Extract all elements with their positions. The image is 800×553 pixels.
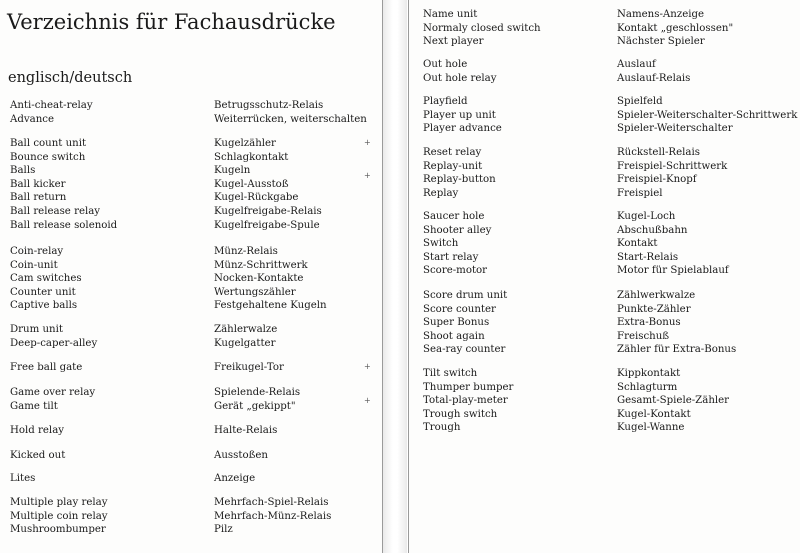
german-term: Kugel-Wanne	[617, 422, 685, 434]
german-term: Zähler für Extra-Bonus	[617, 344, 737, 356]
glossary-group	[10, 496, 331, 537]
english-term: Kicked out	[10, 450, 66, 461]
german-term: Ausstoßen	[214, 450, 268, 461]
glossary-group	[10, 323, 277, 350]
glossary-entry	[423, 224, 729, 238]
german-term: Freispiel-Schrittwerk	[617, 160, 728, 172]
english-term: Normaly closed switch	[423, 22, 541, 34]
glossary-group	[10, 245, 327, 313]
glossary-entry	[423, 289, 736, 303]
german-term: Namens-Anzeige	[617, 9, 705, 20]
english-term: Sea-ray counter	[423, 344, 506, 356]
german-term: Freispiel-Knopf	[617, 174, 697, 186]
english-term: Ball count unit	[10, 138, 87, 149]
glossary-entry	[423, 237, 729, 251]
glossary-group	[423, 367, 729, 435]
glossary-group	[10, 361, 284, 375]
german-term: Zählerwalze	[214, 324, 278, 335]
glossary-entry	[423, 22, 733, 36]
german-term: Weiterrücken, weiterschalten	[214, 113, 367, 125]
glossary-entry	[423, 303, 736, 317]
english-term: Trough	[423, 422, 461, 434]
english-term: Ball release solenoid	[10, 219, 118, 231]
glossary-group	[423, 95, 797, 136]
glossary-entry	[10, 259, 327, 273]
english-term: Anti-cheat-relay	[10, 100, 93, 111]
glossary-entry	[423, 146, 727, 160]
glossary-entry	[10, 205, 322, 219]
german-term: Punkte-Zähler	[617, 303, 691, 315]
english-term: Tilt switch	[423, 368, 478, 379]
english-term: Playfield	[423, 96, 468, 107]
english-term: Coin-relay	[10, 246, 64, 257]
german-term: Spieler-Weiterschalter	[617, 123, 733, 135]
german-term: Motor für Spielablauf	[617, 265, 729, 277]
glossary-entry	[10, 424, 277, 438]
glossary-entry	[423, 95, 797, 109]
glossary-entry	[10, 361, 284, 375]
german-term: Extra-Bonus	[617, 317, 681, 329]
english-term: Mushroombumper	[10, 524, 106, 536]
glossary-entry	[423, 394, 729, 408]
glossary-entry	[10, 337, 277, 351]
german-term: Kugelgatter	[214, 337, 276, 349]
german-term: Nächster Spieler	[617, 36, 705, 48]
glossary-entry	[10, 113, 367, 127]
glossary-entry	[10, 151, 322, 165]
glossary-group	[423, 8, 733, 49]
glossary-entry	[423, 316, 736, 330]
english-term: Switch	[423, 238, 459, 250]
glossary-group	[10, 386, 300, 413]
margin-mark: +	[364, 138, 371, 147]
glossary-entry	[423, 8, 733, 22]
german-term: Start-Relais	[617, 251, 679, 263]
glossary-entry	[423, 109, 797, 123]
glossary-entry	[423, 330, 736, 344]
english-term: Game tilt	[10, 400, 58, 412]
book-gutter	[383, 0, 407, 553]
glossary-entry	[10, 472, 255, 486]
german-term: Pilz	[214, 524, 233, 536]
glossary-entry	[10, 323, 277, 337]
glossary-entry	[423, 160, 727, 174]
glossary-entry	[10, 449, 268, 463]
english-term: Score-motor	[423, 265, 488, 277]
english-term: Cam switches	[10, 273, 82, 285]
german-term: Kugelfreigabe-Spule	[214, 219, 320, 231]
english-term: Coin-unit	[10, 259, 58, 271]
german-term: Kontakt	[617, 238, 658, 250]
english-term: Out hole relay	[423, 72, 497, 84]
english-term: Captive balls	[10, 300, 78, 312]
german-term: Kugel-Ausstoß	[214, 178, 289, 190]
german-term: Kontakt „geschlossen"	[617, 22, 734, 34]
page-title: Verzeichnis für Fachausdrücke	[7, 10, 336, 34]
english-term: Saucer hole	[423, 211, 485, 222]
glossary-entry	[10, 191, 322, 205]
english-term: Lites	[10, 473, 36, 484]
german-term: Betrugsschutz-Relais	[214, 100, 324, 111]
german-term: Kugelfreigabe-Relais	[214, 205, 322, 217]
glossary-entry	[10, 523, 331, 537]
english-term: Replay	[423, 187, 459, 199]
english-term: Shooter alley	[423, 224, 492, 236]
margin-mark: +	[364, 171, 371, 180]
page-subtitle: englisch/deutsch	[8, 70, 133, 86]
glossary-entry	[10, 245, 327, 259]
english-term: Hold relay	[10, 425, 65, 436]
english-term: Ball release relay	[10, 205, 101, 217]
german-term: Spielende-Relais	[214, 387, 301, 398]
german-term: Gesamt-Spiele-Zähler	[617, 395, 730, 407]
english-term: Game over relay	[10, 387, 96, 398]
glossary-group	[423, 210, 729, 278]
left-page	[0, 0, 383, 553]
glossary-group	[10, 472, 255, 486]
glossary-entry	[10, 299, 327, 313]
german-term: Anzeige	[214, 473, 256, 484]
english-term: Multiple play relay	[10, 497, 108, 508]
glossary-entry	[10, 219, 322, 233]
glossary-entry	[423, 251, 729, 265]
glossary-entry	[423, 381, 729, 395]
german-term: Schlagturm	[617, 381, 678, 393]
glossary-entry	[10, 137, 322, 151]
english-term: Free ball gate	[10, 362, 83, 373]
german-term: Kugel-Loch	[617, 211, 676, 222]
glossary-entry	[423, 210, 729, 224]
english-term: Score drum unit	[423, 290, 508, 301]
english-term: Multiple coin relay	[10, 510, 108, 522]
glossary-group	[10, 99, 367, 126]
english-term: Ball kicker	[10, 178, 66, 190]
english-term: Super Bonus	[423, 317, 490, 329]
german-term: Freikugel-Tor	[214, 362, 284, 373]
glossary-entry	[423, 122, 797, 136]
english-term: Score counter	[423, 303, 496, 315]
german-term: Schlagkontakt	[214, 151, 289, 163]
english-term: Ball return	[10, 192, 67, 204]
glossary-entry	[10, 178, 322, 192]
english-term: Counter unit	[10, 286, 76, 298]
german-term: Spielfeld	[617, 96, 663, 107]
margin-mark: +	[364, 396, 371, 405]
margin-mark: +	[364, 362, 371, 371]
german-term: Festgehaltene Kugeln	[214, 300, 327, 312]
german-term: Freischuß	[617, 330, 670, 342]
glossary-entry	[10, 386, 300, 400]
glossary-entry	[10, 510, 331, 524]
german-term: Mehrfach-Spiel-Relais	[214, 497, 329, 508]
german-term: Abschußbahn	[617, 224, 688, 236]
german-term: Zählwerkwalze	[617, 290, 696, 301]
glossary-group	[423, 58, 690, 85]
german-term: Kugel-Kontakt	[617, 408, 691, 420]
glossary-entry	[10, 400, 300, 414]
glossary-group	[10, 449, 268, 463]
english-term: Shoot again	[423, 330, 485, 342]
english-term: Advance	[10, 113, 55, 125]
glossary-group	[423, 146, 727, 200]
english-term: Start relay	[423, 251, 479, 263]
glossary-entry	[423, 173, 727, 187]
glossary-entry	[10, 99, 367, 113]
glossary-entry	[423, 408, 729, 422]
glossary-entry	[10, 272, 327, 286]
english-term: Replay-unit	[423, 160, 483, 172]
german-term: Kugelzähler	[214, 138, 276, 149]
german-term: Münz-Relais	[214, 246, 278, 257]
german-term: Spieler-Weiterschalter-Schrittwerk	[617, 109, 798, 121]
english-term: Reset relay	[423, 147, 482, 158]
glossary-entry	[423, 421, 729, 435]
glossary-entry	[10, 164, 322, 178]
glossary-entry	[423, 58, 690, 72]
english-term: Name unit	[423, 9, 478, 20]
german-term: Kugel-Rückgabe	[214, 192, 299, 204]
german-term: Kippkontakt	[617, 368, 681, 379]
glossary-entry	[423, 343, 736, 357]
glossary-group	[10, 137, 322, 232]
english-term: Player up unit	[423, 109, 496, 121]
german-term: Wertungszähler	[214, 286, 296, 298]
glossary-entry	[10, 286, 327, 300]
glossary-entry	[423, 72, 690, 86]
glossary-entry	[423, 264, 729, 278]
english-term: Balls	[10, 165, 36, 177]
glossary-entry	[423, 187, 727, 201]
german-term: Gerät „gekippt"	[214, 400, 296, 412]
german-term: Rückstell-Relais	[617, 147, 700, 158]
english-term: Trough switch	[423, 408, 498, 420]
german-term: Münz-Schrittwerk	[214, 259, 308, 271]
german-term: Auslauf	[617, 59, 656, 70]
glossary-entry	[423, 35, 733, 49]
english-term: Bounce switch	[10, 151, 86, 163]
glossary-group	[10, 424, 277, 438]
english-term: Next player	[423, 36, 484, 48]
english-term: Thumper bumper	[423, 381, 514, 393]
german-term: Halte-Relais	[214, 425, 278, 436]
english-term: Replay-button	[423, 174, 496, 186]
english-term: Deep-caper-alley	[10, 337, 98, 349]
glossary-group	[423, 289, 736, 357]
right-page	[408, 0, 800, 553]
german-term: Mehrfach-Münz-Relais	[214, 510, 332, 522]
german-term: Freispiel	[617, 187, 663, 199]
german-term: Auslauf-Relais	[617, 72, 691, 84]
glossary-entry	[10, 496, 331, 510]
english-term: Drum unit	[10, 324, 63, 335]
english-term: Out hole	[423, 59, 468, 70]
german-term: Nocken-Kontakte	[214, 273, 304, 285]
german-term: Kugeln	[214, 165, 251, 177]
glossary-entry	[423, 367, 729, 381]
english-term: Total-play-meter	[423, 395, 508, 407]
english-term: Player advance	[423, 123, 502, 135]
